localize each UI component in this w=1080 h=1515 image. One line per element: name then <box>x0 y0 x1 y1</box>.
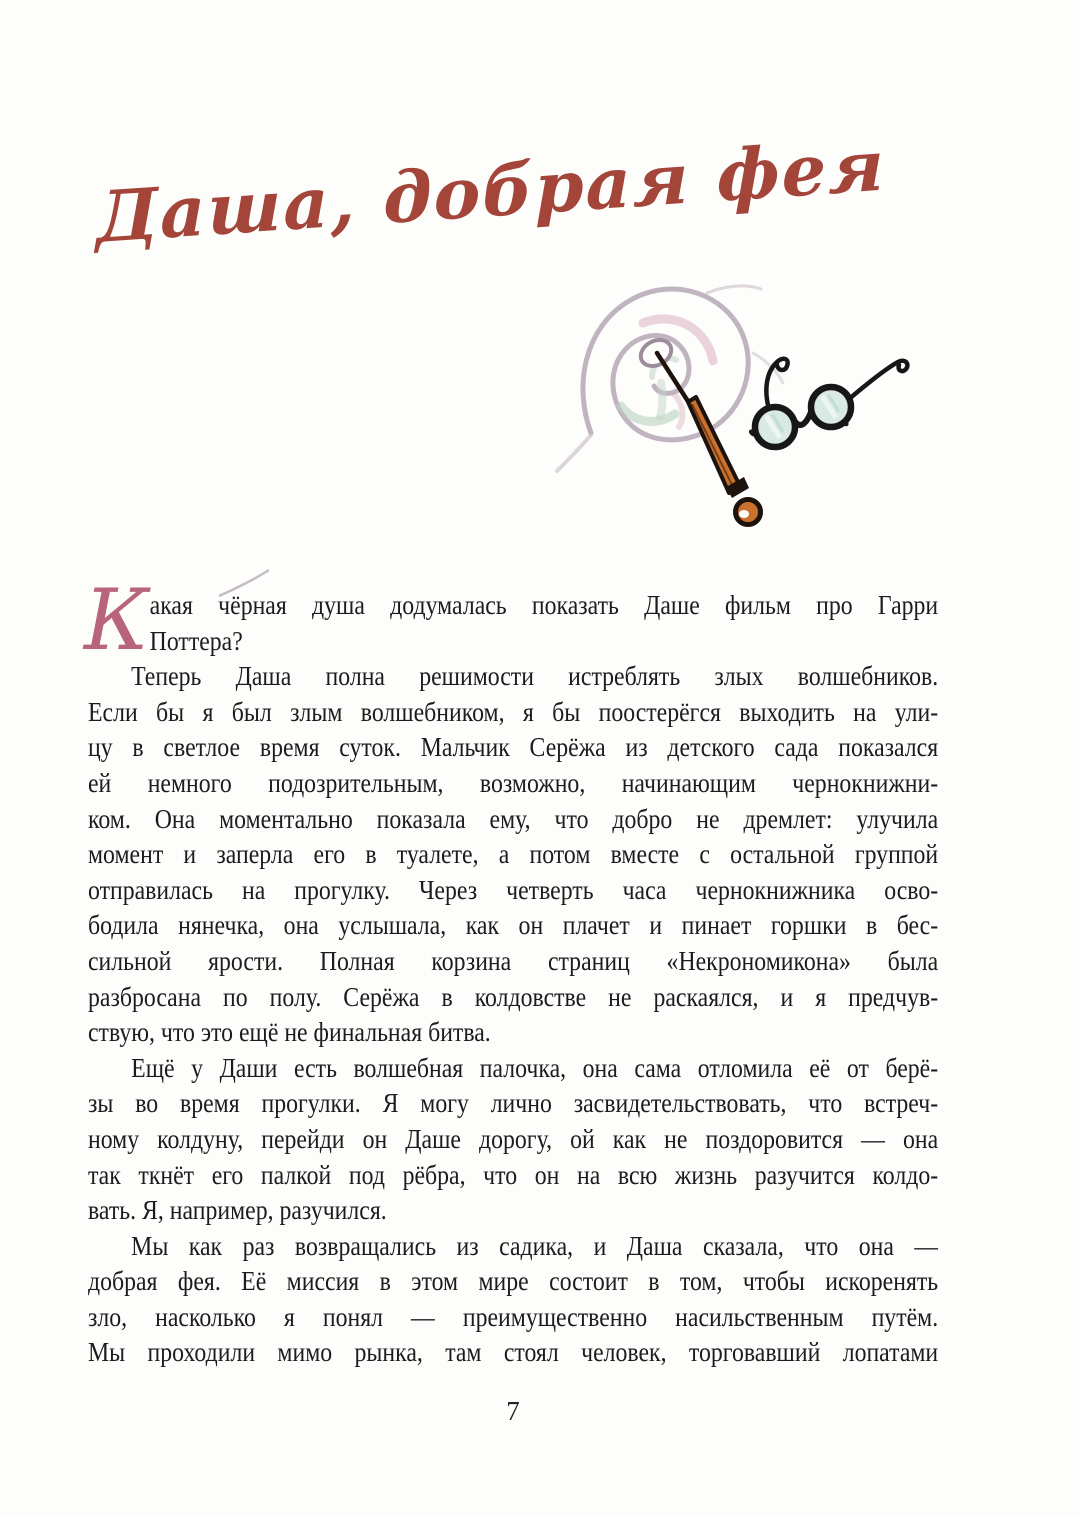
text-line: отправилась на прогулку. Через четверть часа чернокнижника осво- <box>88 874 939 905</box>
page-number: 7 <box>506 1396 520 1426</box>
chapter-title: Даша, добрая фея <box>95 123 887 260</box>
text-line: ком. Она моментально показала ему, что добро не дремлет: улучила <box>88 803 939 834</box>
magic-swirl-icon <box>557 286 783 471</box>
text-line: разбросана по полу. Серёжа в колдовстве не раскаялся, и я предчув- <box>88 981 939 1012</box>
text-line: Теперь Даша полна решимости истреблять злых волшебников. <box>131 661 939 692</box>
text-line: Поттера? <box>149 625 243 656</box>
body-text <box>88 588 938 1371</box>
text-line: цу в светлое время суток. Мальчик Серёжа из детского сада показался <box>88 732 939 763</box>
text-line: акая чёрная душа додумалась показать Даше фильм про Гарри <box>149 590 939 620</box>
text-line: вать. Я, например, разучился. <box>88 1195 387 1226</box>
text-line: Мы проходили мимо рынка, там стоял человек, торговавший лопатами <box>88 1337 939 1368</box>
round-glasses-icon <box>748 359 908 447</box>
text-line: зло, насколько я понял — преимущественно насильственным путём. <box>88 1301 939 1332</box>
text-line: ному колдуну, перейди он Даше дорогу, ой как не поздоровится — она <box>88 1123 939 1154</box>
text-line: бодила нянечка, она услышала, как он плачет и пинает горшки в бес- <box>88 910 939 941</box>
text-line: добрая фея. Её миссия в этом мире состоит в том, чтобы искоренять <box>88 1266 939 1297</box>
text-line: Ещё у Даши есть волшебная палочка, она сама отломила её от берё- <box>131 1052 939 1083</box>
text-line: сильной ярости. Полная корзина страниц «Некрономикона» была <box>88 945 939 976</box>
wand-and-glasses-illustration <box>555 265 995 565</box>
drop-cap: К <box>84 571 150 669</box>
text-line: зы во время прогулки. Я могу лично засвидетельствовать, что встреч- <box>88 1088 939 1119</box>
text-line: Мы как раз возвращались из садика, и Даша сказала, что она — <box>131 1230 939 1261</box>
text-line: так ткнёт его палкой под рёбра, что он на всю жизнь разучится колдо- <box>88 1159 939 1190</box>
text-line: ей немного подозрительным, возможно, начинающим чернокнижни- <box>88 767 939 798</box>
text-line: ствую, что это ещё не финальная битва. <box>88 1017 491 1048</box>
text-line: момент и заперла его в туалете, а потом вместе с остальной группой <box>88 839 939 870</box>
text-line: Если бы я был злым волшебником, я бы поостерёгся выходить на ули- <box>88 696 939 727</box>
